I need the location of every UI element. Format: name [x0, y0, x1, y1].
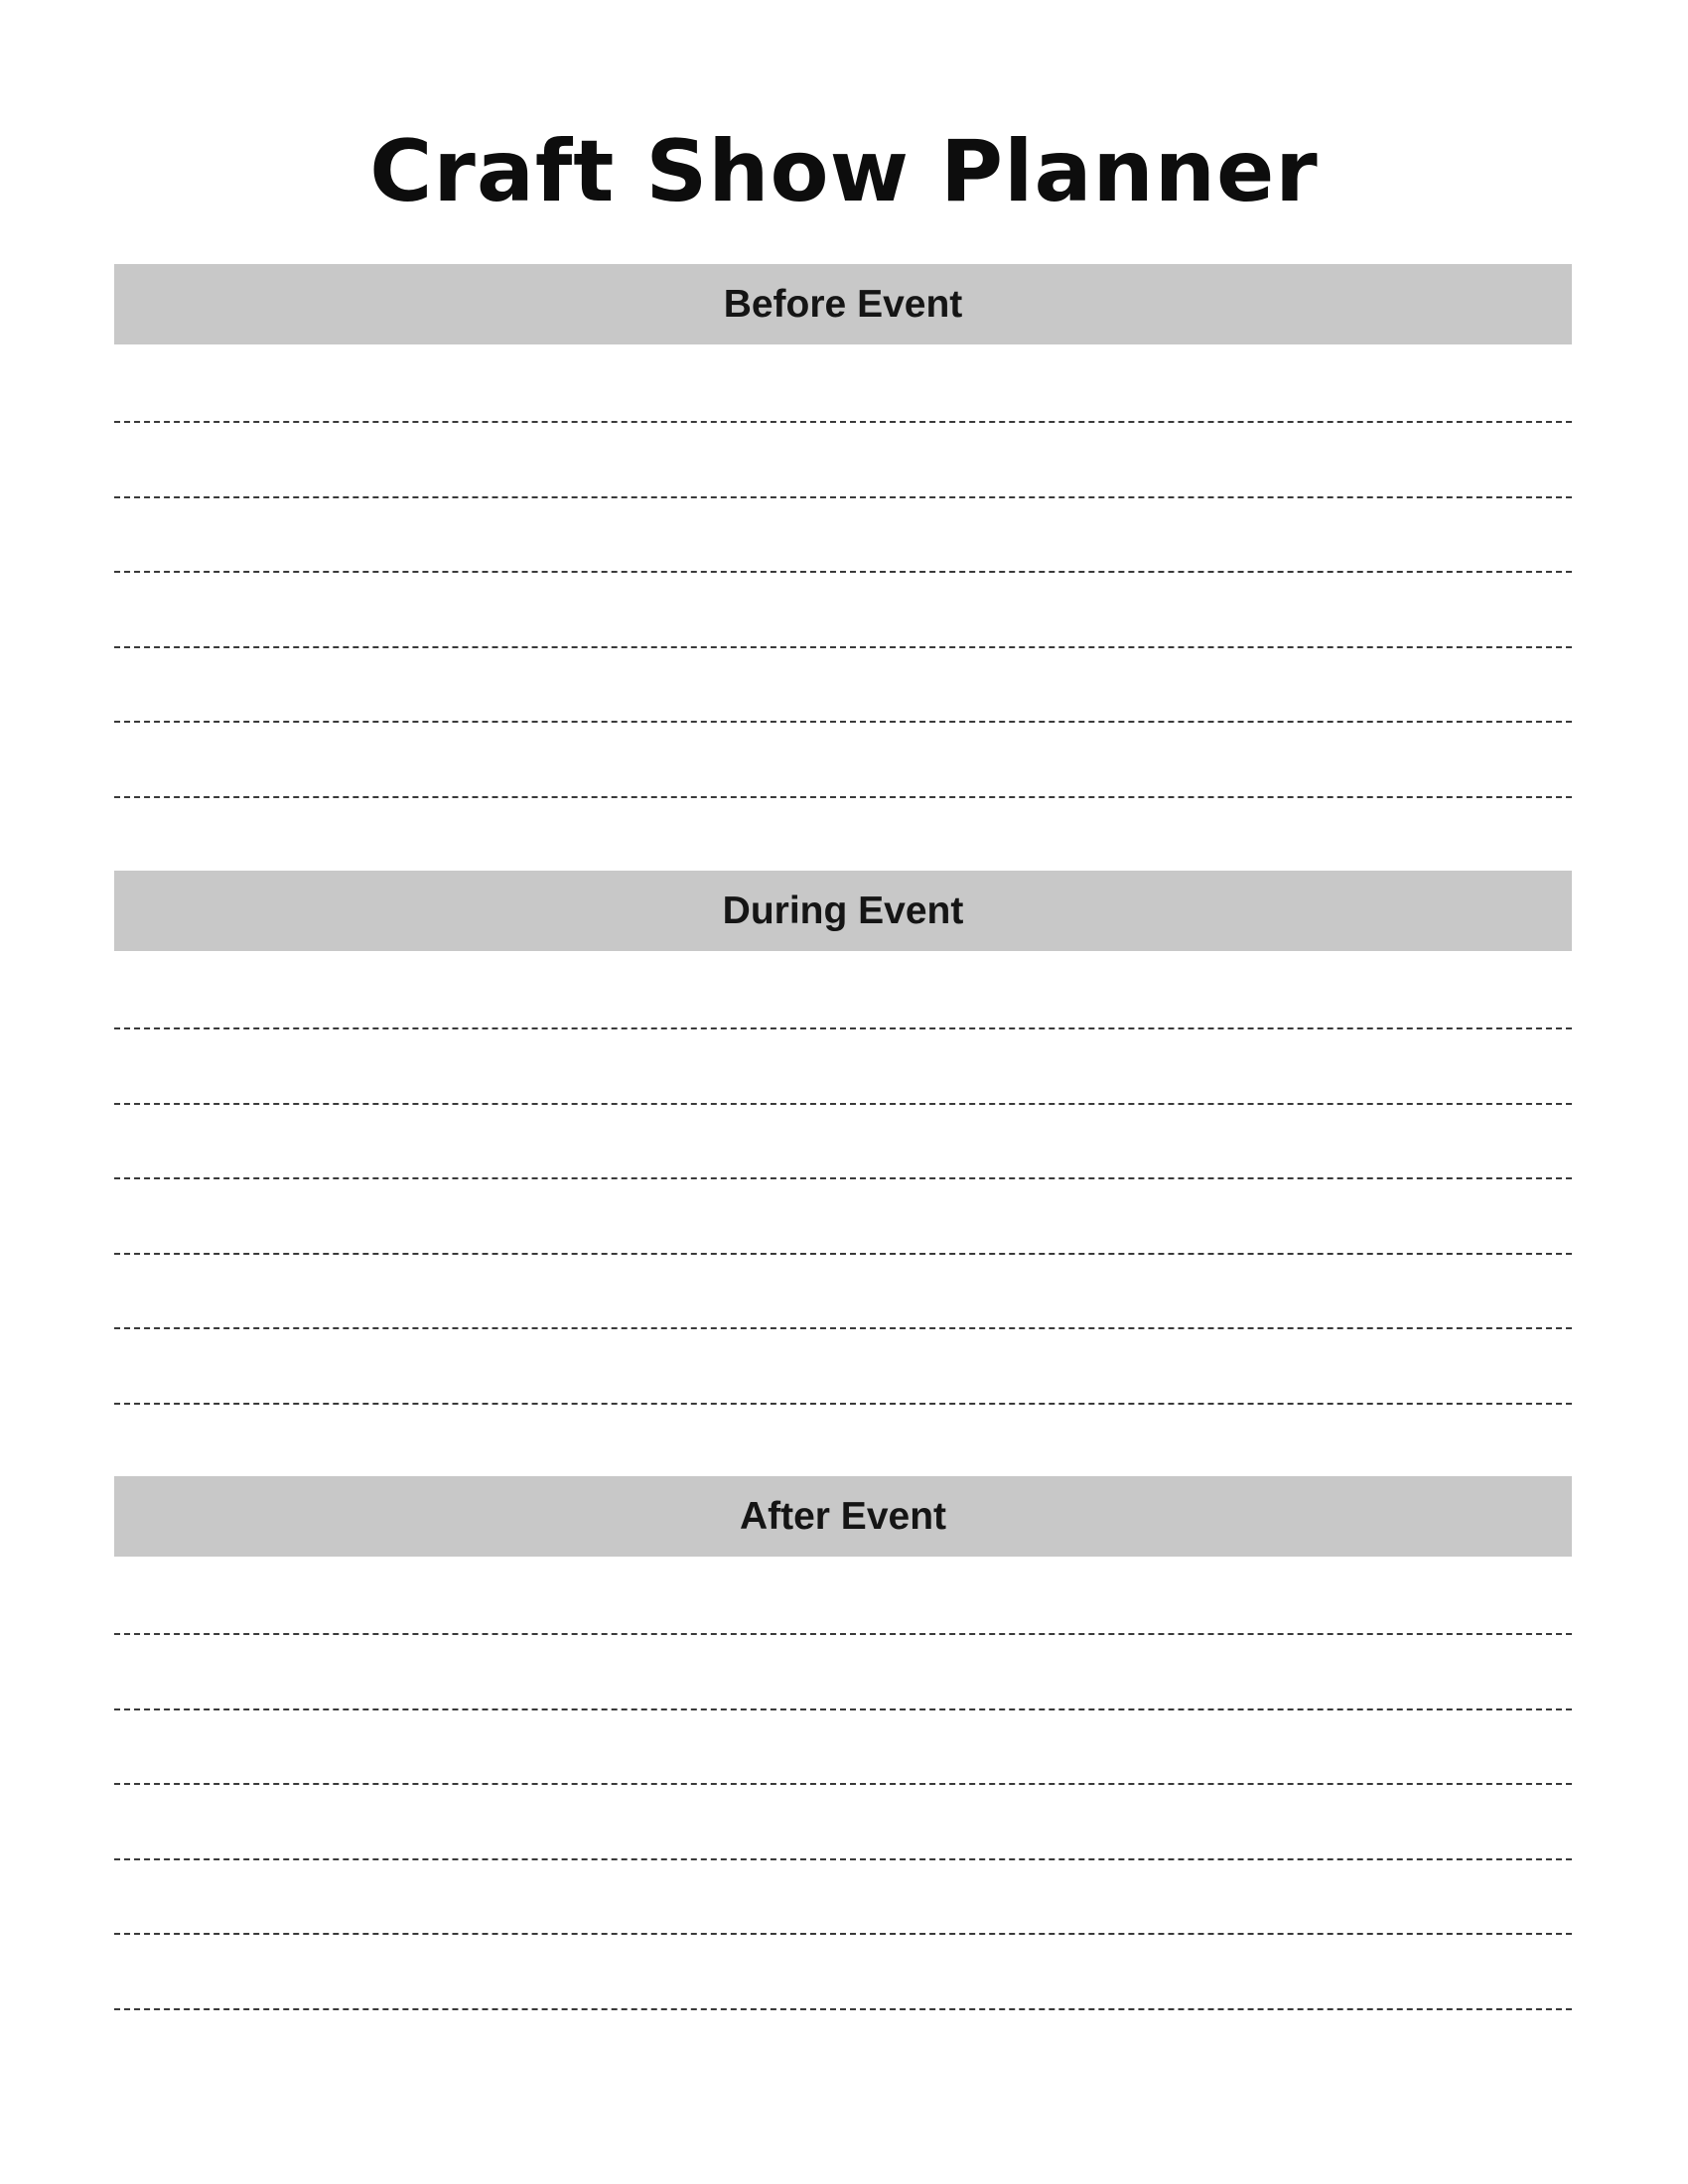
write-line: [114, 721, 1572, 723]
write-line: [114, 1858, 1572, 1860]
write-line: [114, 496, 1572, 498]
write-line: [114, 1783, 1572, 1785]
write-lines-during-event: [114, 951, 1572, 1408]
section-header-during-event: During Event: [114, 871, 1572, 951]
write-line: [114, 1633, 1572, 1635]
write-line: [114, 1027, 1572, 1029]
section-during-event: [114, 871, 1572, 1408]
write-line: [114, 646, 1572, 648]
section-header-before-event: Before Event: [114, 264, 1572, 344]
section-header-after-event: After Event: [114, 1476, 1572, 1557]
section-before-event: [114, 264, 1572, 801]
write-lines-before-event: [114, 344, 1572, 801]
write-line: [114, 1933, 1572, 1935]
write-line: [114, 1253, 1572, 1255]
write-line: [114, 1177, 1572, 1179]
section-after-event: [114, 1476, 1572, 2013]
write-line: [114, 1103, 1572, 1105]
write-line: [114, 1708, 1572, 1710]
write-line: [114, 1403, 1572, 1405]
page-title: Craft Show Planner: [369, 122, 1319, 221]
write-line: [114, 796, 1572, 798]
write-line: [114, 1327, 1572, 1329]
write-line: [114, 571, 1572, 573]
write-line: [114, 2008, 1572, 2010]
write-lines-after-event: [114, 1557, 1572, 2013]
write-line: [114, 421, 1572, 423]
